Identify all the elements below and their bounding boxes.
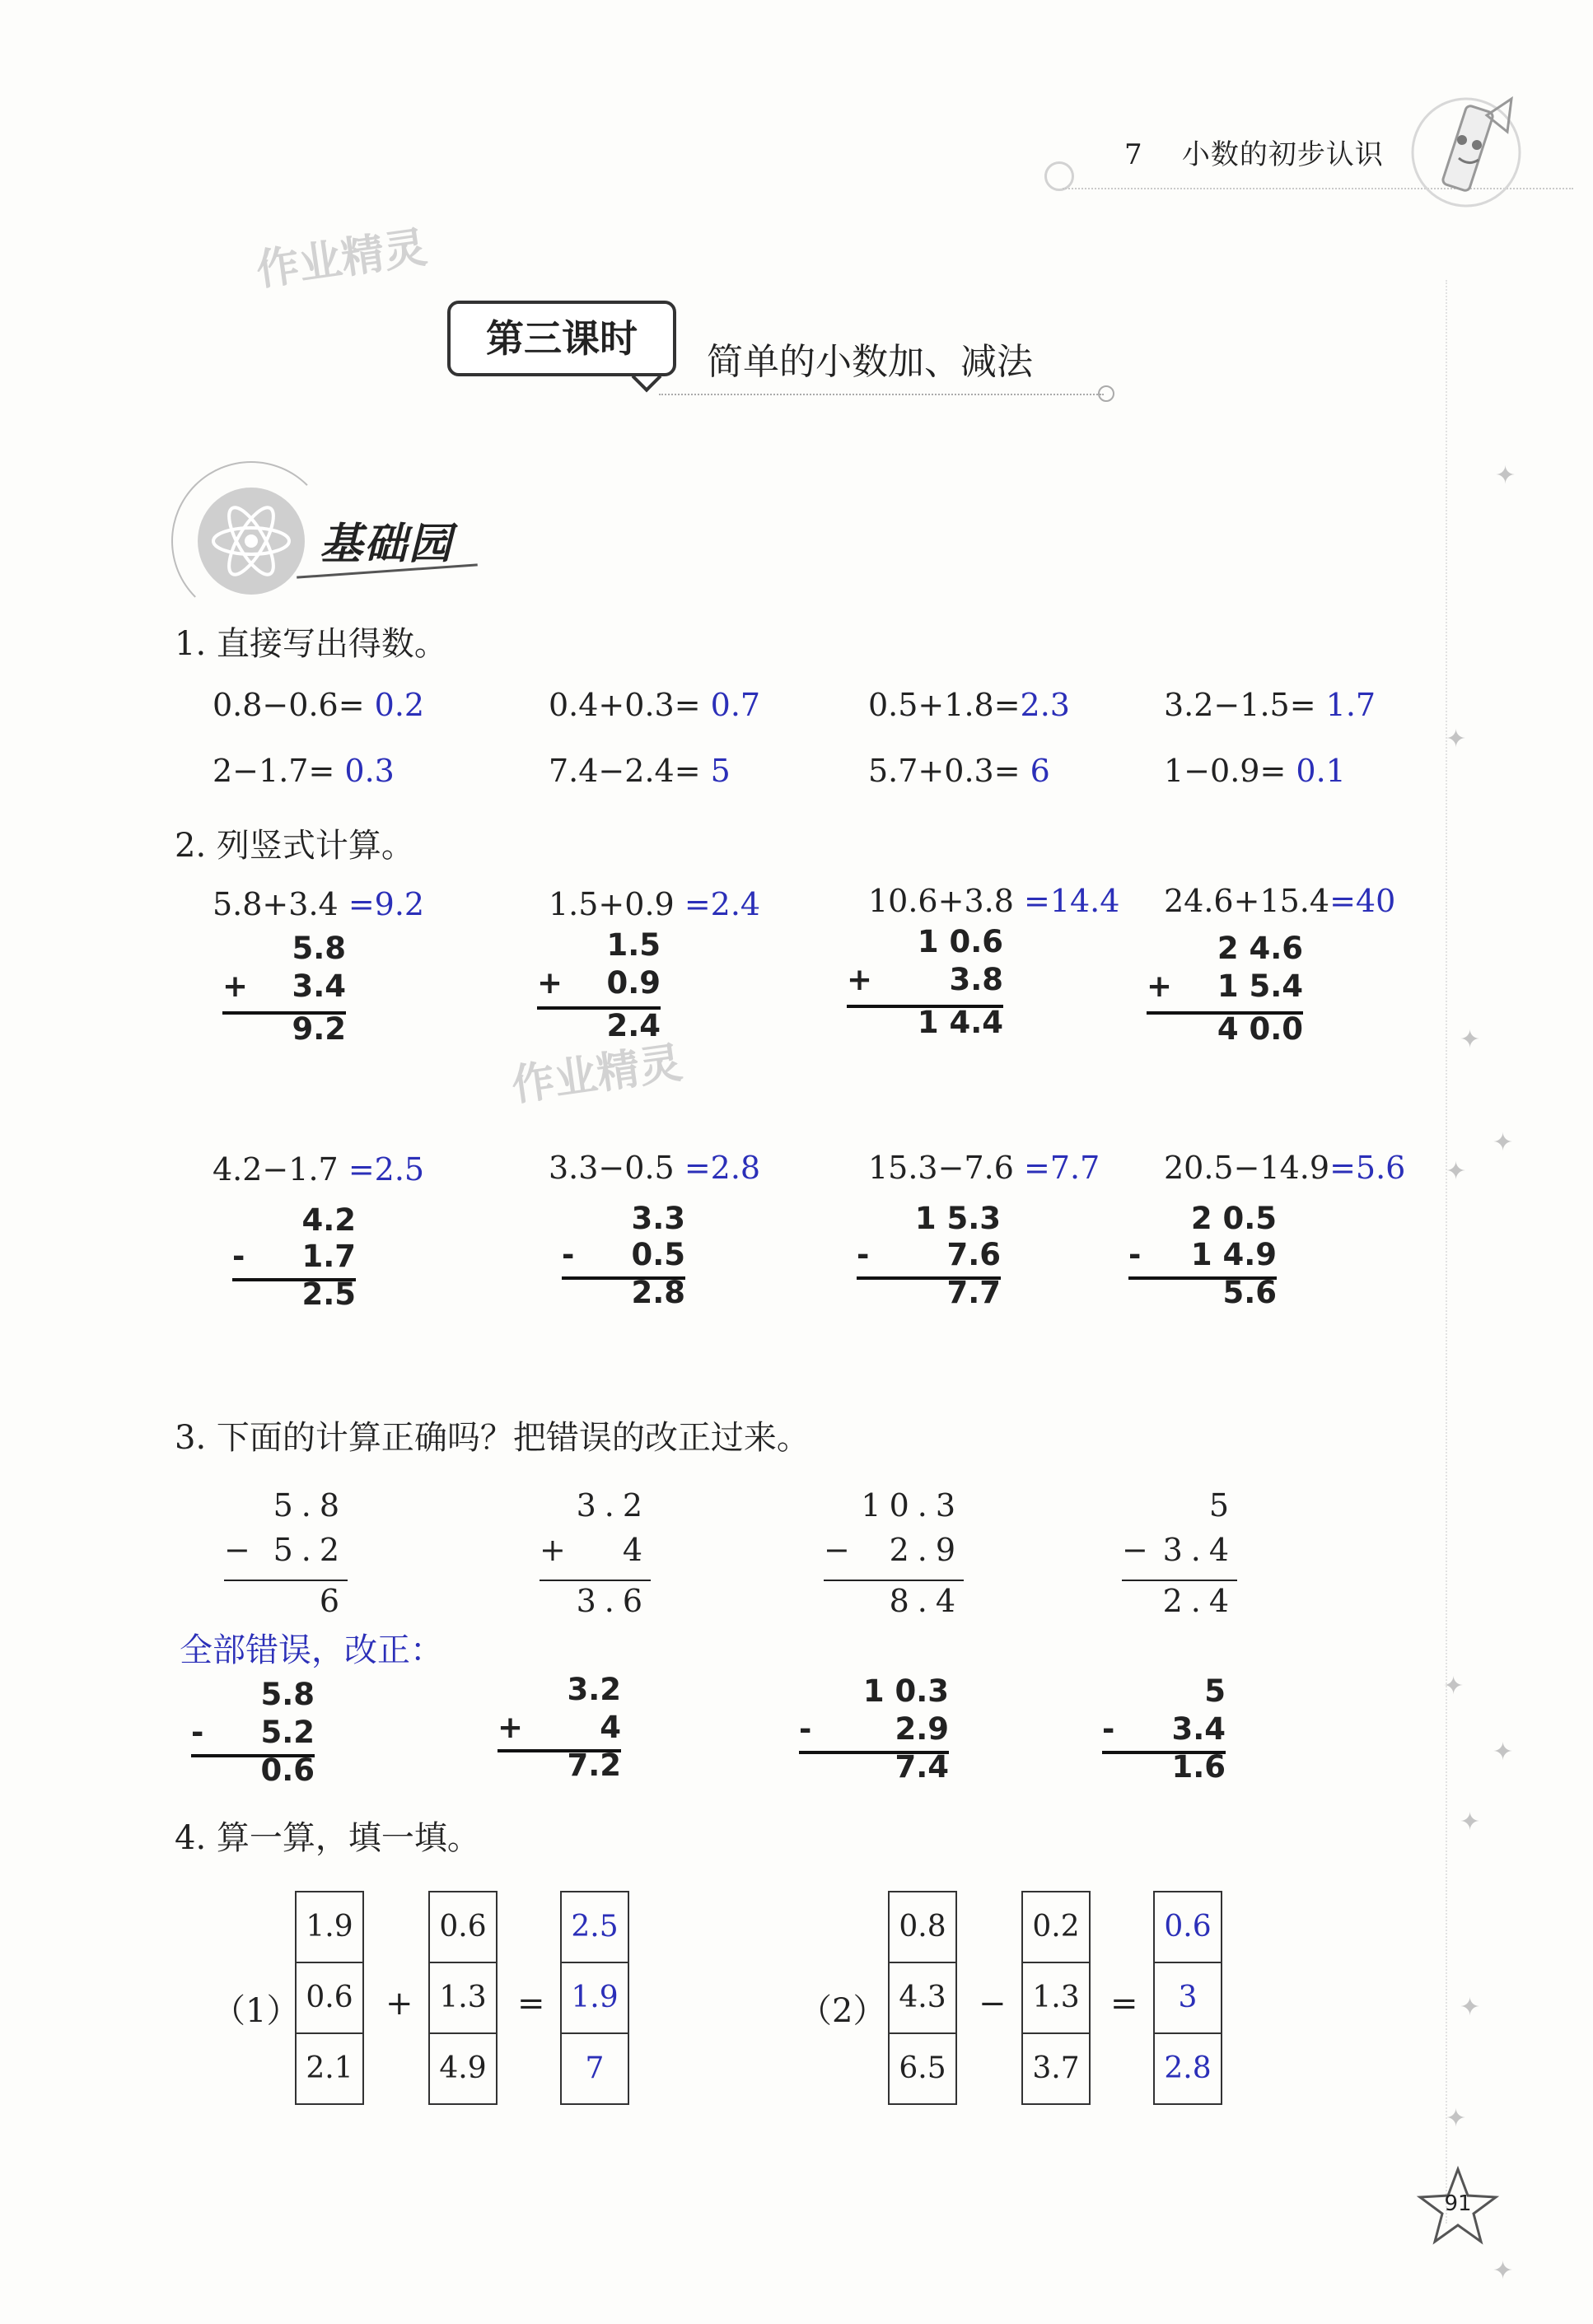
- q4-part2-column-result: 0.6 3 2.8: [1153, 1891, 1222, 2105]
- q3-given-calc: 5 − 3.4 2.4: [1122, 1487, 1237, 1619]
- star-icon: ✦: [1495, 461, 1516, 490]
- q2-expression: 5.8+3.4 =9.2: [213, 886, 425, 922]
- page-number: 91: [1444, 2191, 1472, 2216]
- q4-part2-label: （2）: [799, 1992, 886, 2030]
- q2-vertical-calc: 4.2 - 1.7 2.5: [232, 1202, 356, 1312]
- watermark-middle: 作业精灵: [508, 1038, 685, 1112]
- q1-item: 0.5+1.8=2.3: [868, 687, 1070, 723]
- q2-vertical-calc: 1 5.3 - 7.6 7.7: [857, 1201, 1001, 1310]
- q2-expression: 4.2−1.7 =2.5: [213, 1151, 425, 1188]
- watermark-top: 作业精灵: [253, 222, 430, 296]
- q2-vertical-calc: 5.8 + 3.4 9.2: [222, 931, 346, 1047]
- q2-expression: 10.6+3.8 =14.4: [868, 883, 1120, 919]
- q4-part1-column-b: 0.6 1.3 4.9: [428, 1891, 498, 2105]
- q2-expression: 15.3−7.6 =7.7: [868, 1150, 1100, 1186]
- q2-expression: 1.5+0.9 =2.4: [549, 886, 761, 922]
- q2-expression: 24.6+15.4=40: [1164, 883, 1396, 919]
- section-title: 基础园: [320, 519, 454, 569]
- star-icon: ✦: [1446, 725, 1467, 754]
- star-icon: ✦: [1493, 1738, 1514, 1766]
- q2-vertical-calc: 1 0.6 + 3.8 1 4.4: [847, 924, 1003, 1040]
- lesson-title: 简单的小数加、减法: [707, 341, 1033, 383]
- q1-item: 0.8−0.6= 0.2: [213, 687, 425, 723]
- q4-part2-column-b: 0.2 1.3 3.7: [1021, 1891, 1091, 2105]
- star-icon: ✦: [1446, 1157, 1467, 1186]
- star-icon: ✦: [1446, 2104, 1467, 2133]
- q3-given-calc: 3.2 + 4 3.6: [540, 1487, 651, 1619]
- q4-title: 4. 算一算，填一填。: [175, 1819, 480, 1857]
- q2-vertical-calc: 3.3 - 0.5 2.8: [562, 1201, 685, 1310]
- q3-given-calc: 5.8 − 5.2 6: [224, 1487, 348, 1619]
- q2-title: 2. 列竖式计算。: [175, 827, 414, 865]
- q4-part2-operator: −: [979, 1985, 1007, 2023]
- star-icon: ✦: [1460, 1808, 1481, 1836]
- q4-part1-label: （1）: [213, 1992, 300, 2030]
- q1-title: 1. 直接写出得数。: [175, 625, 447, 663]
- star-icon: ✦: [1493, 1128, 1514, 1157]
- star-icon: ✦: [1443, 1672, 1465, 1701]
- q4-part1-operator: +: [385, 1985, 413, 2023]
- q4-part2-equals: =: [1110, 1985, 1138, 2023]
- q4-part1-column-a: 1.9 0.6 2.1: [295, 1891, 364, 2105]
- header-spiral: [1044, 161, 1074, 191]
- q3-title: 3. 下面的计算正确吗？把错误的改正过来。: [175, 1419, 810, 1457]
- chapter-header: [1124, 132, 1384, 172]
- q3-corrected-calc: 5.8 - 5.2 0.6: [191, 1677, 315, 1788]
- star-icon: ✦: [1493, 2256, 1514, 2285]
- star-icon: ✦: [1460, 1025, 1481, 1054]
- q1-item: 0.4+0.3= 0.7: [549, 687, 761, 723]
- q2-vertical-calc: 2 0.5 - 1 4.9 5.6: [1128, 1201, 1277, 1310]
- q1-item: 3.2−1.5= 1.7: [1164, 687, 1376, 723]
- q3-answer-label: 全部错误，改正：: [180, 1631, 443, 1669]
- margin-rule: [1446, 280, 1447, 2224]
- q3-corrected-calc: 3.2 + 4 7.2: [498, 1672, 621, 1783]
- pencil-mascot-icon: [1404, 82, 1528, 214]
- lesson-dotted-rule: [659, 394, 1104, 395]
- q2-expression: 3.3−0.5 =2.8: [549, 1150, 761, 1186]
- q3-corrected-calc: 1 0.3 - 2.9 7.4: [799, 1673, 949, 1785]
- star-icon: ✦: [1460, 1993, 1481, 2022]
- q2-expression: 20.5−14.9=5.6: [1164, 1150, 1406, 1186]
- q2-vertical-calc: 2 4.6 + 1 5.4 4 0.0: [1147, 931, 1303, 1047]
- chapter-title: 小数的初步认识: [1181, 138, 1384, 171]
- chapter-number: 7: [1124, 138, 1143, 171]
- q1-item: 7.4−2.4= 5: [549, 753, 731, 789]
- q1-item: 5.7+0.3= 6: [868, 753, 1050, 789]
- q1-item: 1−0.9= 0.1: [1164, 753, 1346, 789]
- q4-part1-column-result: 2.5 1.9 7: [560, 1891, 629, 2105]
- q3-given-calc: 10.3 − 2.9 8.4: [824, 1487, 964, 1619]
- q1-item: 2−1.7= 0.3: [213, 753, 395, 789]
- q3-corrected-calc: 5 - 3.4 1.6: [1102, 1673, 1226, 1785]
- atom-icon: [198, 488, 305, 595]
- q2-vertical-calc: 1.5 + 0.9 2.4: [537, 927, 661, 1043]
- q4-part1-equals: =: [517, 1985, 545, 2023]
- lesson-label: 第三课时: [447, 301, 676, 376]
- q4-part2-column-a: 0.8 4.3 6.5: [888, 1891, 957, 2105]
- lesson-rule-end: [1098, 385, 1114, 402]
